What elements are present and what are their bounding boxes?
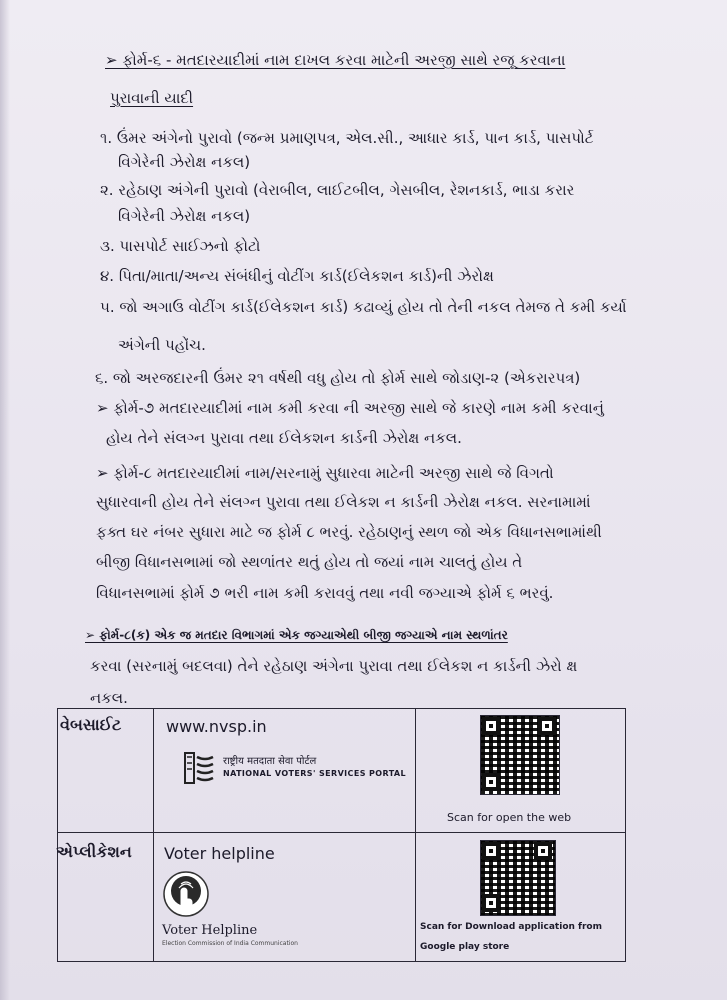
links-table (57, 708, 626, 962)
app-name[interactable]: Voter helpline (164, 844, 275, 863)
instruction-line: ➢ ફોર્મ-૬ - મતદારયાદીમાં નામ દાખલ કરવા માટેની અરજી સાથે રજૂ કરવાના (105, 51, 566, 69)
table-divider (58, 832, 625, 833)
qr-finder (482, 894, 500, 912)
instruction-line: વિધાનસભામાં ફોર્મ ૭ ભરી નામ કમી કરાવવું તથા નવી જગ્યાએ ફોર્મ ૬ ભરવું. (96, 584, 554, 602)
qr-finder (482, 717, 500, 735)
fingerprint-hand-icon (161, 869, 211, 919)
instruction-line: ફક્ત ઘર નંબર સુધારા માટે જ ફોર્મ ૮ ભરવું. રહેઠાણનું સ્થળ જો એક વિધાનસભામાંથી (96, 523, 602, 541)
eci-logo-icon (183, 751, 217, 793)
instruction-line: હોય તેને સંલગ્ન પુરાવા તથા ઈલેકશન કાર્ડની ઝેરોક્ષ નકલ. (106, 429, 462, 447)
qr-finder (538, 717, 556, 735)
instruction-line: પુરાવાની યાદી (110, 89, 194, 107)
scan-web-caption: Scan for open the web (447, 811, 572, 824)
qr-code-icon[interactable] (480, 715, 560, 795)
qr-finder (482, 842, 500, 860)
table-divider (153, 709, 154, 961)
instruction-line: ૨. રહેઠાણ અંગેની પુરાવો (વેરાબીલ, લાઈટબીલ, ગેસબીલ, રેશનકાર્ડ, ભાડા કરાર (100, 181, 575, 199)
instruction-line: ૩. પાસપોર્ટ સાઈઝનો ફોટો (100, 237, 261, 255)
instruction-line: ➢ ફોર્મ-૮(ક) એક જ મતદાર વિભાગમાં એક જગ્યાએથી બીજી જગ્યાએ નામ સ્થળાંતર (85, 628, 508, 642)
instruction-line: વિગેરેની ઝેરોક્ષ નકલ) (118, 153, 251, 171)
instruction-line: ૬. જો અરજદારની ઉંમર ૨૧ વર્ષથી વધુ હોય તો ફોર્મ સાથે જોડાણ-૨ (એકરારપત્ર) (95, 369, 581, 387)
instruction-line: ૧. ઉંમર અંગેનો પુરાવો (જન્મ પ્રમાણપત્ર, એલ.સી., આધાર કાર્ડ, પાન કાર્ડ, પાસપોર્ટ (100, 129, 594, 147)
website-label: વેબસાઈટ (60, 715, 122, 734)
qr-finder (482, 773, 500, 791)
instruction-line: સુધારવાની હોય તેને સંલગ્ન પુરાવા તથા ઈલેકશ ન કાર્ડની ઝેરોક્ષ નકલ. સરનામામાં (96, 493, 591, 511)
instruction-line: નકલ. (90, 689, 128, 707)
qr-finder (534, 842, 552, 860)
table-divider (415, 709, 416, 961)
instruction-line: ➢ ફોર્મ-૮ મતદારયાદીમાં નામ/સરનામું સુધારવા માટેની અરજી સાથે જે વિગતો (96, 464, 554, 482)
instruction-line: વિગેરેની ઝેરોક્ષ નકલ) (118, 207, 251, 225)
qr-code-icon[interactable] (480, 840, 556, 916)
instruction-line: ૪. પિતા/માતા/અન્ય સંબંધીનું વોટીંગ કાર્ડ(ઈલેકશન કાર્ડ)ની ઝેરોક્ષ (100, 267, 494, 285)
app-logo-text: Voter Helpline (162, 923, 258, 938)
instruction-line: કરવા (સરનામું બદલવા) તેને રહેઠાણ અંગેના પુરાવા તથા ઈલેકશ ન કાર્ડની ઝેરો ક્ષ (90, 657, 578, 675)
instruction-line: અંગેની પહોંચ. (118, 336, 206, 354)
instruction-line: ૫. જો અગાઉ વોટીંગ કાર્ડ(ઈલેકશન કાર્ડ) કઢાવ્યું હોય તો તેની નકલ તેમજ તે કમી કર્યા (100, 298, 627, 316)
portal-name-hindi: राष्ट्रीय मतदाता सेवा पोर्टल (223, 756, 317, 767)
instruction-line: બીજી વિધાનસભામાં જો સ્થળાંતર થતું હોય તો જયાં નામ ચાલતું હોય તે (96, 553, 523, 571)
scan-app-caption-2: Google play store (420, 942, 510, 952)
website-url[interactable]: www.nvsp.in (166, 717, 267, 736)
portal-name-english: NATIONAL VOTERS' SERVICES PORTAL (223, 769, 407, 778)
instruction-line: ➢ ફોર્મ-૭ મતદારયાદીમાં નામ કમી કરવા ની અરજી સાથે જે કારણે નામ કમી કરવાનું (96, 399, 604, 417)
scan-app-caption-1: Scan for Download application from (420, 922, 602, 932)
app-logo-subtext: Election Commission of India Communication (162, 940, 298, 947)
application-label: એપ્લીકેશન (56, 842, 132, 861)
